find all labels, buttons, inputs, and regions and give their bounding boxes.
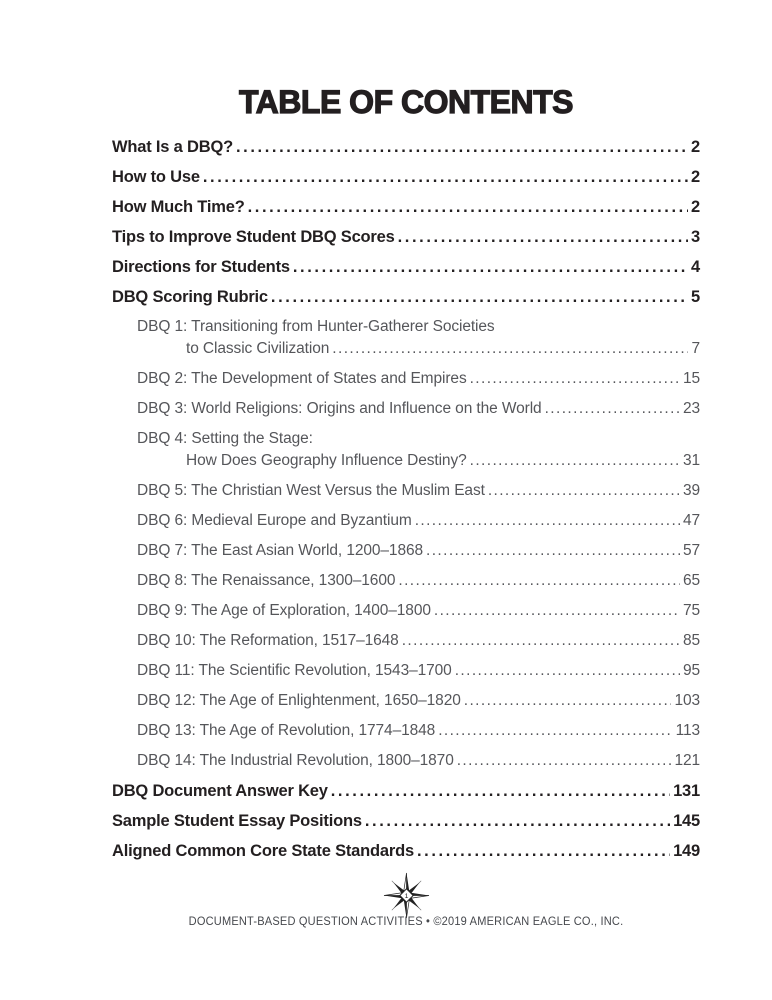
toc-entry-label: How Much Time? xyxy=(112,198,245,216)
toc-entry xyxy=(112,572,700,590)
dot-leader xyxy=(415,512,680,530)
toc-entry-page-number: 5 xyxy=(691,288,700,306)
toc-entry xyxy=(112,602,700,620)
toc-entry xyxy=(112,400,700,418)
toc-entry xyxy=(112,168,700,186)
toc-entry-page-number: 75 xyxy=(682,602,700,619)
toc-entry-label: DBQ 6: Medieval Europe and Byzantium xyxy=(137,512,412,529)
toc-entry-page-number: 2 xyxy=(691,168,700,186)
page-title: TABLE OF CONTENTS xyxy=(239,84,573,120)
toc-entry-label: DBQ 13: The Age of Revolution, 1774–1848 xyxy=(137,722,436,739)
toc-entry xyxy=(112,842,700,860)
toc-entry-label: How Does Geography Influence Destiny? xyxy=(186,452,467,469)
toc-entry-page-number: 145 xyxy=(673,812,700,830)
dot-leader xyxy=(488,482,680,500)
dot-leader xyxy=(417,842,670,860)
dot-leader xyxy=(464,692,672,710)
toc-entry-page-number: 2 xyxy=(691,198,700,216)
toc-entry-label: What Is a DBQ? xyxy=(112,138,233,156)
dot-leader xyxy=(438,722,672,740)
table-of-contents xyxy=(112,138,700,860)
toc-entry-label: to Classic Civilization xyxy=(186,340,330,357)
toc-entry-label: DBQ 9: The Age of Exploration, 1400–1800 xyxy=(137,602,431,619)
toc-entry xyxy=(112,138,700,156)
dot-leader xyxy=(203,168,688,186)
toc-entry-label: DBQ 4: Setting the Stage: xyxy=(137,430,313,447)
toc-entry-label: DBQ 5: The Christian West Versus the Muslim East xyxy=(137,482,485,499)
toc-entry xyxy=(112,370,700,388)
folio-page-number: 1 xyxy=(404,893,408,901)
dot-leader xyxy=(332,340,688,358)
toc-entry-page-number: 2 xyxy=(691,138,700,156)
dot-leader xyxy=(398,228,688,246)
toc-entry xyxy=(112,318,700,358)
toc-entry-label: DBQ 1: Transitioning from Hunter-Gatherer Societies xyxy=(137,318,495,335)
toc-entry xyxy=(112,512,700,530)
dot-leader xyxy=(470,452,680,470)
toc-entry-label: DBQ 8: The Renaissance, 1300–1600 xyxy=(137,572,396,589)
dot-leader xyxy=(248,198,688,216)
toc-entry-label: Directions for Students xyxy=(112,258,290,276)
toc-entry-label: DBQ Scoring Rubric xyxy=(112,288,268,306)
dot-leader xyxy=(455,662,680,680)
toc-entry-label: Sample Student Essay Positions xyxy=(112,812,362,830)
dot-leader xyxy=(434,602,680,620)
toc-entry-page-number: 31 xyxy=(682,452,700,469)
toc-entry-label: DBQ 2: The Development of States and Empires xyxy=(137,370,467,387)
toc-entry-page-number: 57 xyxy=(682,542,700,559)
toc-entry-page-number: 113 xyxy=(675,722,700,739)
toc-entry-page-number: 39 xyxy=(682,482,700,499)
toc-entry-label: DBQ 7: The East Asian World, 1200–1868 xyxy=(137,542,424,559)
toc-entry-page-number: 65 xyxy=(682,572,700,589)
toc-entry-label: DBQ Document Answer Key xyxy=(112,782,328,800)
toc-entry xyxy=(112,198,700,216)
dot-leader xyxy=(426,542,680,560)
toc-entry-page-number: 131 xyxy=(673,782,700,800)
toc-entry-label: Tips to Improve Student DBQ Scores xyxy=(112,228,395,246)
toc-entry-page-number: 23 xyxy=(682,400,700,417)
page-footer xyxy=(112,872,700,928)
toc-entry xyxy=(112,692,700,710)
toc-entry-page-number: 15 xyxy=(682,370,700,387)
toc-entry xyxy=(112,258,700,276)
toc-entry-label: DBQ 14: The Industrial Revolution, 1800–1870 xyxy=(137,752,454,769)
dot-leader xyxy=(398,572,680,590)
toc-entry-label: DBQ 11: The Scientific Revolution, 1543–1700 xyxy=(137,662,452,679)
toc-entry xyxy=(112,812,700,830)
toc-entry-page-number: 4 xyxy=(691,258,700,276)
toc-entry-page-number: 85 xyxy=(682,632,700,649)
dot-leader xyxy=(545,400,680,418)
toc-entry xyxy=(112,782,700,800)
toc-entry xyxy=(112,632,700,650)
compass-rose-icon xyxy=(383,872,430,919)
dot-leader xyxy=(365,812,670,830)
toc-entry-page-number: 3 xyxy=(691,228,700,246)
toc-entry-page-number: 103 xyxy=(674,692,700,709)
toc-entry xyxy=(112,752,700,770)
toc-entry xyxy=(112,482,700,500)
toc-entry-page-number: 7 xyxy=(691,340,700,357)
toc-entry-page-number: 121 xyxy=(674,752,700,769)
toc-entry xyxy=(112,542,700,560)
footer-credit-line: DOCUMENT-BASED QUESTION ACTIVITIES • ©2019 AMERICAN EAGLE CO., INC. xyxy=(188,916,624,928)
toc-entry xyxy=(112,430,700,470)
toc-entry xyxy=(112,228,700,246)
dot-leader xyxy=(402,632,680,650)
toc-entry xyxy=(112,722,700,740)
toc-entry-label: DBQ 12: The Age of Enlightenment, 1650–1820 xyxy=(137,692,461,709)
toc-entry-page-number: 95 xyxy=(682,662,700,679)
toc-entry-label: DBQ 10: The Reformation, 1517–1648 xyxy=(137,632,399,649)
toc-entry-label: Aligned Common Core State Standards xyxy=(112,842,414,860)
toc-entry xyxy=(112,662,700,680)
dot-leader xyxy=(331,782,670,800)
dot-leader xyxy=(457,752,672,770)
toc-entry-label: How to Use xyxy=(112,168,200,186)
dot-leader xyxy=(236,138,688,156)
toc-entry-label: DBQ 3: World Religions: Origins and Influence on the World xyxy=(137,400,542,417)
dot-leader xyxy=(293,258,688,276)
dot-leader xyxy=(470,370,680,388)
toc-entry xyxy=(112,288,700,306)
toc-entry-page-number: 47 xyxy=(682,512,700,529)
dot-leader xyxy=(271,288,688,306)
toc-entry-page-number: 149 xyxy=(673,842,700,860)
